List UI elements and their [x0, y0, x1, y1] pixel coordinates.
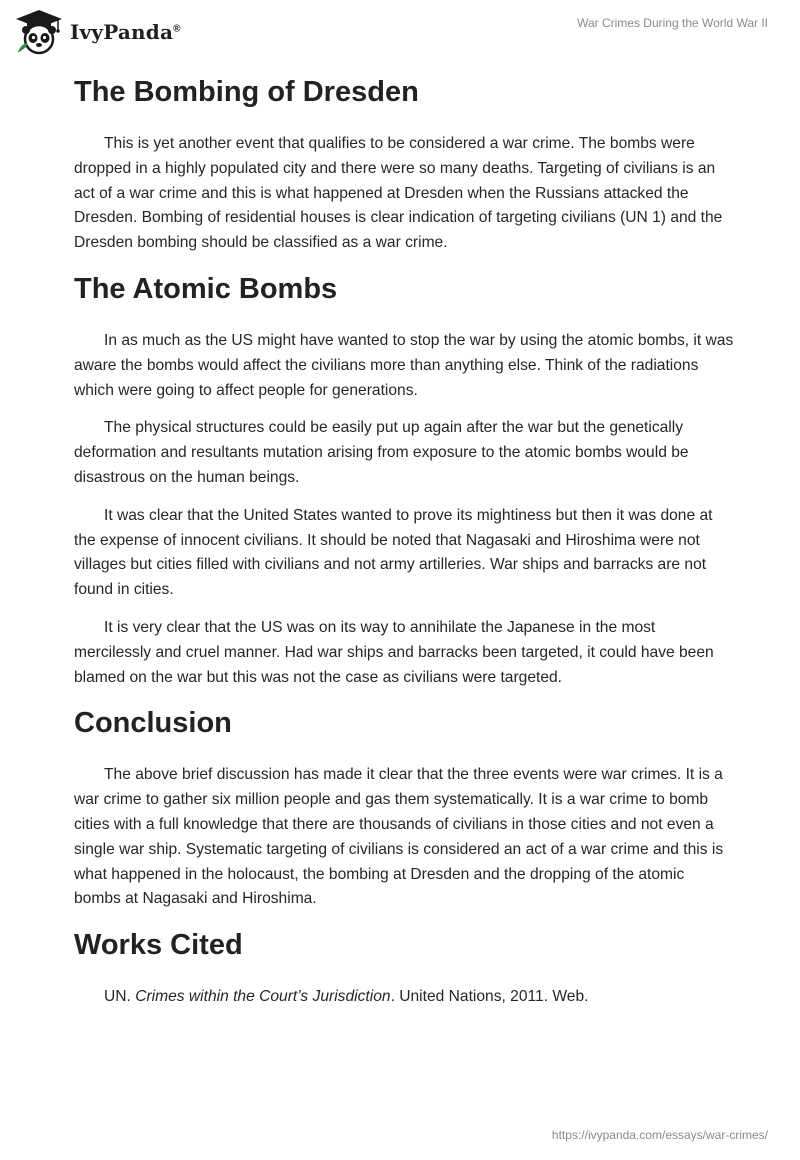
- paragraph: In as much as the US might have wanted to stop the war by using the atomic bombs, it was aware the bombs would affect the civilians more than anything else. Think of the radiations which were going to affect people for generations.: [74, 331, 734, 399]
- section-conclusion: [74, 703, 734, 912]
- section-heading: The Atomic Bombs: [74, 272, 338, 305]
- essay-content: [74, 72, 734, 1023]
- panda-graduate-icon: [14, 8, 64, 56]
- citation-title: Crimes within the Court’s Jurisdiction: [135, 988, 391, 1006]
- section-dresden: [74, 72, 734, 256]
- citation-entry: [74, 985, 734, 1010]
- page-header: [0, 0, 800, 64]
- source-url[interactable]: https://ivypanda.com/essays/war-crimes/: [551, 1128, 768, 1142]
- document-title: War Crimes During the World War II: [577, 16, 768, 30]
- section-heading: Conclusion: [74, 707, 232, 740]
- section-works-cited: [74, 925, 734, 1010]
- section-heading: Works Cited: [74, 929, 243, 962]
- paragraph: This is yet another event that qualifies to be considered a war crime. The bombs were dropped in a highly populated city and there were so many deaths. Targeting of civilians is an act of a war crime and this is what happened at Dresden when the Russians attacked the Dresden. Bombing of residential houses is clear indication of targeting civilians (UN 1) and the Dresden bombing should be classified as a war crime.: [74, 135, 723, 252]
- ivypanda-logo[interactable]: [14, 8, 181, 56]
- trademark-mark: ®: [173, 23, 181, 35]
- section-heading: The Bombing of Dresden: [74, 76, 419, 108]
- citation-author: UN.: [104, 988, 136, 1006]
- paragraph: The above brief discussion has made it clear that the three events were war crimes. It is a war crime to gather six million people and gas them systematically. It is a war crime to bomb cities with a full knowledge that there are thousands of civilians in those cities and not even a single war ship. Systematic targeting of civilians is considered an act of a war crime and this is what happened in the holocaust, the bombing at Dresden and the dropping of the atomic bombs at Nagasaki and Hiroshima.: [74, 766, 724, 908]
- paragraph: The physical structures could be easily put up again after the war but the genetically deformation and resultants mutation arising from exposure to the atomic bombs would be disastrous on the human beings.: [74, 419, 689, 486]
- paragraph: It was clear that the United States wanted to prove its mightiness but then it was done at the expense of innocent civilians. It should be noted that Nagasaki and Hiroshima were not villages but cities filled with civilians and not army artilleries. War ships and barracks are not found in cities.: [74, 506, 713, 599]
- paragraph: It is very clear that the US was on its way to annihilate the Japanese in the most mercilessly and cruel manner. Had war ships and barracks been targeted, it could have been blamed on the war but this was not the case as civilians were targeted.: [74, 618, 714, 686]
- citation-publisher: . United Nations, 2011. Web.: [390, 988, 589, 1006]
- brand-name: IvyPanda®: [70, 20, 181, 44]
- section-atomic-bombs: [74, 269, 734, 690]
